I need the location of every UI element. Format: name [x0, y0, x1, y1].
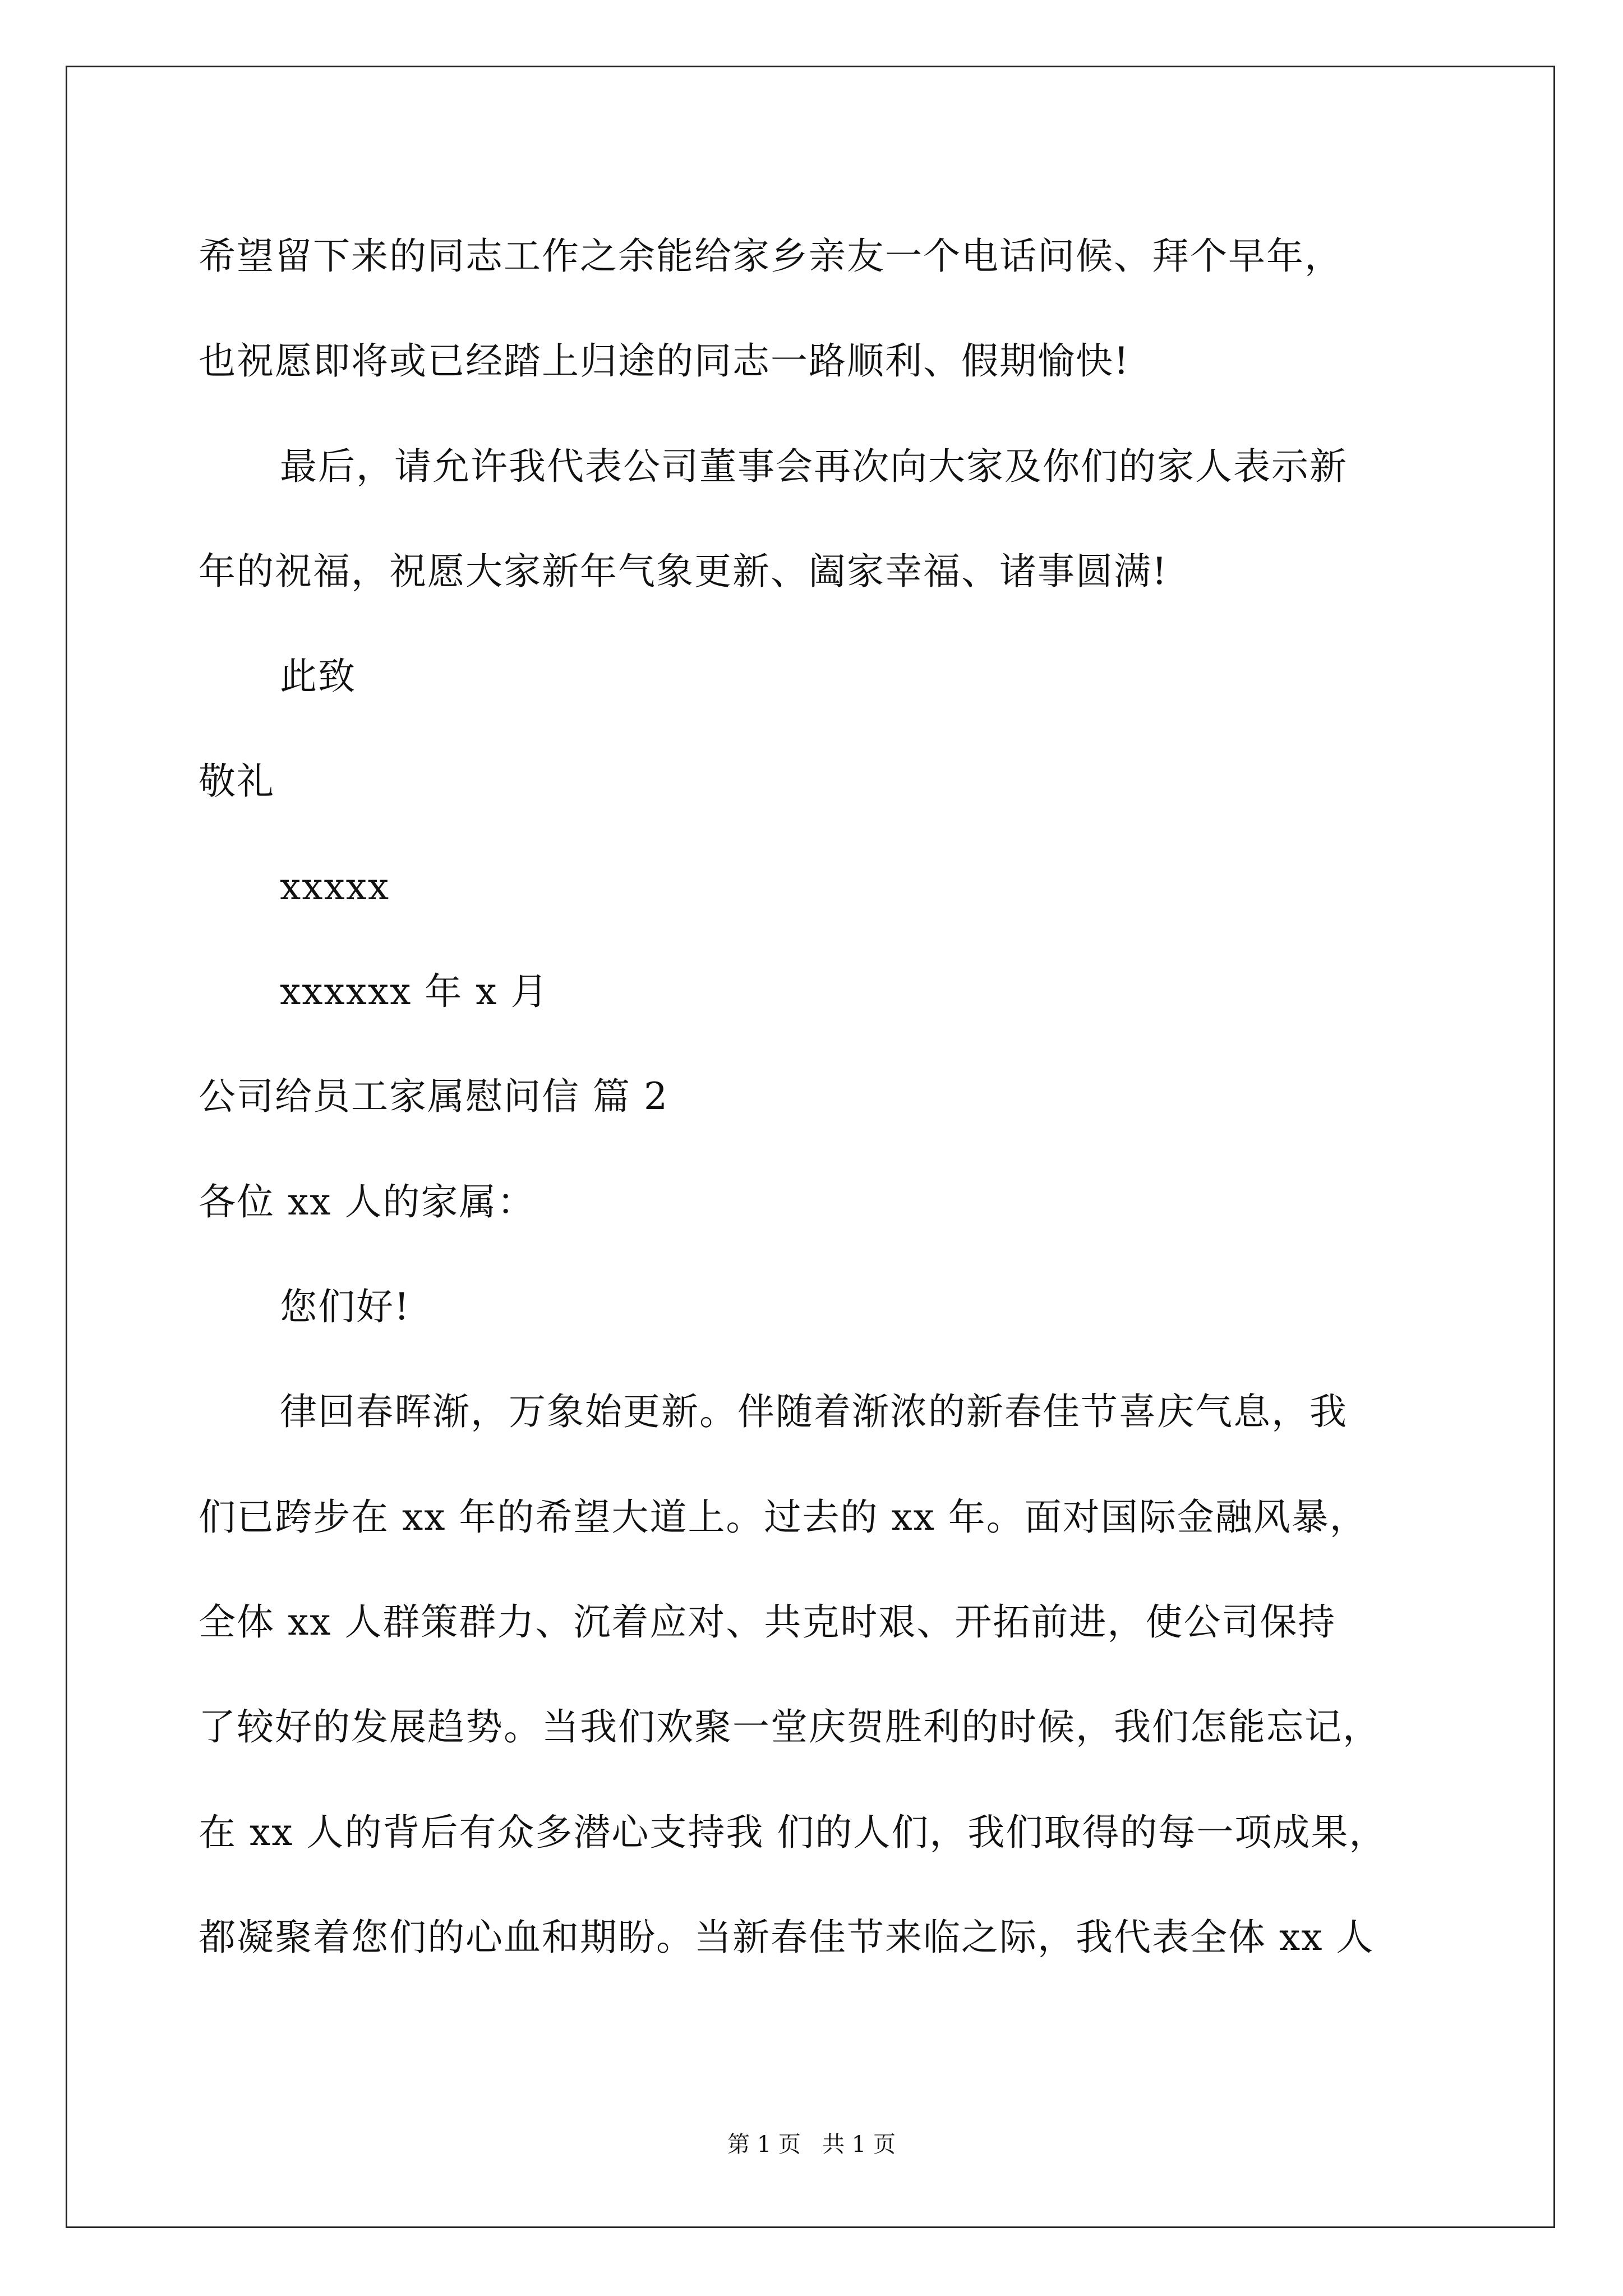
body-line-16: 在 xx 人的背后有众多潜心支持我 们的人们，我们取得的每一项成果， [199, 1811, 1387, 1854]
signature-name: xxxxx [280, 865, 390, 908]
closing-salutation: 此致 [280, 655, 356, 698]
body-line-13: 们已跨步在 xx 年的希望大道上。过去的 xx 年。面对国际金融风暴， [199, 1496, 1368, 1539]
body-line-2: 也祝愿即将或已经踏上归途的同志一路顺利、假期愉快! [199, 339, 1130, 383]
body-line-17: 都凝聚着您们的心血和期盼。当新春佳节来临之际，我代表全体 xx 人 [199, 1916, 1375, 1959]
body-line-14: 全体 xx 人群策群力、沉着应对、共克时艰、开拓前进，使公司保持 [199, 1600, 1336, 1644]
body-line-15: 了较好的发展趋势。当我们欢聚一堂庆贺胜利的时候，我们怎能忘记， [199, 1705, 1381, 1749]
body-line-12: 律回春晖渐，万象始更新。伴随着渐浓的新春佳节喜庆气息，我 [280, 1390, 1348, 1433]
letter-greeting: 各位 xx 人的家属： [199, 1180, 536, 1223]
page-border [66, 66, 1555, 2228]
page-footer: 第 1 页 共 1 页 [727, 2132, 896, 2157]
closing-regards: 敬礼 [199, 760, 275, 803]
body-line-3: 最后，请允许我代表公司董事会再次向大家及你们的家人表示新 [280, 445, 1348, 488]
letter-opening: 您们好! [280, 1285, 411, 1328]
body-line-4: 年的祝福，祝愿大家新年气象更新、阖家幸福、诸事圆满! [199, 550, 1168, 593]
signature-date: xxxxxx 年 x 月 [280, 970, 549, 1013]
section-heading: 公司给员工家属慰问信 篇 2 [199, 1075, 668, 1118]
body-line-1: 希望留下来的同志工作之余能给家乡亲友一个电话问候、拜个早年， [199, 234, 1343, 278]
